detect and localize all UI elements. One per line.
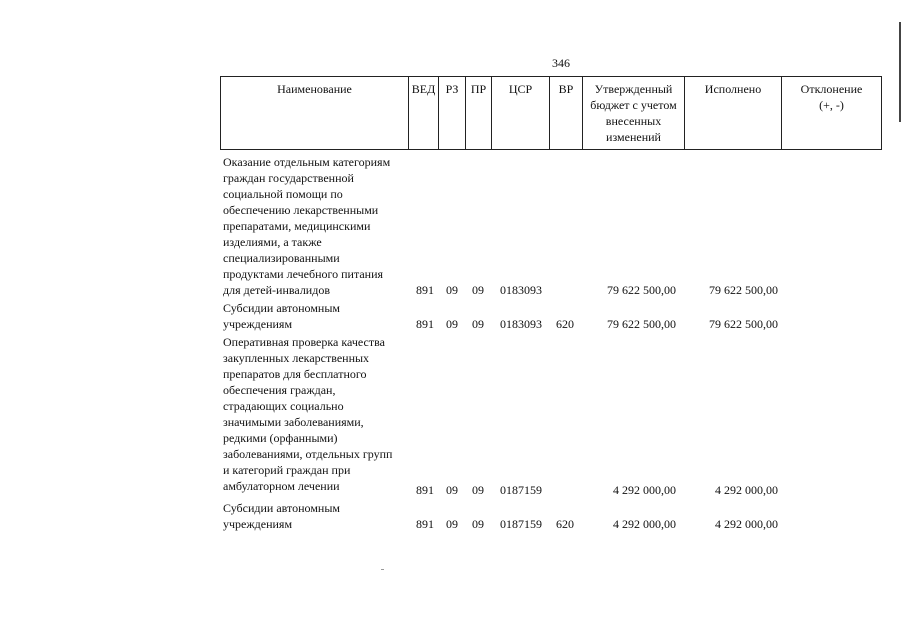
header-done: Исполнено bbox=[685, 77, 782, 149]
header-budget bbox=[583, 77, 685, 149]
row-name-line: специализированными bbox=[223, 251, 340, 265]
table-row bbox=[220, 334, 882, 498]
row-done: 79 622 500,00 bbox=[709, 283, 778, 297]
page-number: 346 bbox=[552, 56, 570, 70]
row-name-line: редкими (орфанными) bbox=[223, 431, 338, 445]
row-name bbox=[223, 500, 408, 532]
row-name-line: значимыми заболеваниями, bbox=[223, 415, 364, 429]
row-done: 4 292 000,00 bbox=[715, 483, 778, 497]
table-row bbox=[220, 154, 882, 298]
header-rz: РЗ bbox=[439, 77, 466, 149]
header-csr: ЦСР bbox=[492, 77, 550, 149]
row-pr: 09 bbox=[472, 283, 484, 297]
scan-edge-line bbox=[899, 22, 901, 122]
row-name-line: амбулаторном лечении bbox=[223, 479, 340, 493]
row-name-line: социальной помощи по bbox=[223, 187, 343, 201]
row-csr: 0183093 bbox=[500, 317, 542, 331]
row-name-line: учреждениям bbox=[223, 317, 293, 331]
header-budget-line: бюджет с учетом bbox=[590, 98, 677, 112]
row-name-line: обеспечению лекарственными bbox=[223, 203, 379, 217]
row-name-line: заболеваниями, отдельных групп bbox=[223, 447, 393, 461]
header-deviation bbox=[782, 77, 881, 149]
row-name-line: для детей-инвалидов bbox=[223, 283, 330, 297]
row-vr: 620 bbox=[556, 317, 574, 331]
row-pr: 09 bbox=[472, 317, 484, 331]
scan-speck bbox=[381, 569, 384, 570]
header-ved: ВЕД bbox=[409, 77, 439, 149]
row-name-line: Субсидии автономным bbox=[223, 301, 340, 315]
row-rz: 09 bbox=[446, 483, 458, 497]
row-vr: 620 bbox=[556, 517, 574, 531]
row-name-line: и категорий граждан при bbox=[223, 463, 351, 477]
row-ved: 891 bbox=[416, 283, 434, 297]
row-name-line: Оперативная проверка качества bbox=[223, 335, 385, 349]
header-deviation-line: (+, -) bbox=[819, 98, 844, 112]
row-name-line: продуктами лечебного питания bbox=[223, 267, 384, 281]
row-name bbox=[223, 154, 408, 298]
row-name bbox=[223, 334, 408, 494]
row-name-line: Субсидии автономным bbox=[223, 501, 340, 515]
row-name-line: граждан государственной bbox=[223, 171, 354, 185]
row-done: 79 622 500,00 bbox=[709, 317, 778, 331]
row-pr: 09 bbox=[472, 517, 484, 531]
row-rz: 09 bbox=[446, 317, 458, 331]
row-done: 4 292 000,00 bbox=[715, 517, 778, 531]
row-name-line: учреждениям bbox=[223, 517, 293, 531]
row-name-line: препаратов для бесплатного bbox=[223, 367, 367, 381]
row-csr: 0187159 bbox=[500, 483, 542, 497]
row-name bbox=[223, 300, 408, 332]
row-budget: 4 292 000,00 bbox=[613, 517, 676, 531]
header-budget-line: Утвержденный bbox=[594, 82, 673, 96]
row-budget: 79 622 500,00 bbox=[607, 283, 676, 297]
header-budget-line: внесенных bbox=[605, 114, 662, 128]
row-name-line: обеспечения граждан, bbox=[223, 383, 336, 397]
row-csr: 0183093 bbox=[500, 283, 542, 297]
row-ved: 891 bbox=[416, 517, 434, 531]
row-name-line: изделиями, а также bbox=[223, 235, 322, 249]
header-deviation-line: Отклонение bbox=[800, 82, 863, 96]
header-name: Наименование bbox=[221, 77, 409, 149]
row-budget: 4 292 000,00 bbox=[613, 483, 676, 497]
row-ved: 891 bbox=[416, 483, 434, 497]
table-row bbox=[220, 500, 882, 532]
row-name-line: закупленных лекарственных bbox=[223, 351, 370, 365]
header-vr: ВР bbox=[550, 77, 583, 149]
row-rz: 09 bbox=[446, 517, 458, 531]
header-budget-line: изменений bbox=[606, 130, 661, 144]
header-pr: ПР bbox=[466, 77, 492, 149]
row-ved: 891 bbox=[416, 317, 434, 331]
row-name-line: препаратами, медицинскими bbox=[223, 219, 371, 233]
row-name-line: страдающих социально bbox=[223, 399, 344, 413]
row-rz: 09 bbox=[446, 283, 458, 297]
table-header bbox=[220, 76, 882, 150]
row-name-line: Оказание отдельным категориям bbox=[223, 155, 391, 169]
row-budget: 79 622 500,00 bbox=[607, 317, 676, 331]
row-pr: 09 bbox=[472, 483, 484, 497]
row-csr: 0187159 bbox=[500, 517, 542, 531]
table-row bbox=[220, 300, 882, 332]
